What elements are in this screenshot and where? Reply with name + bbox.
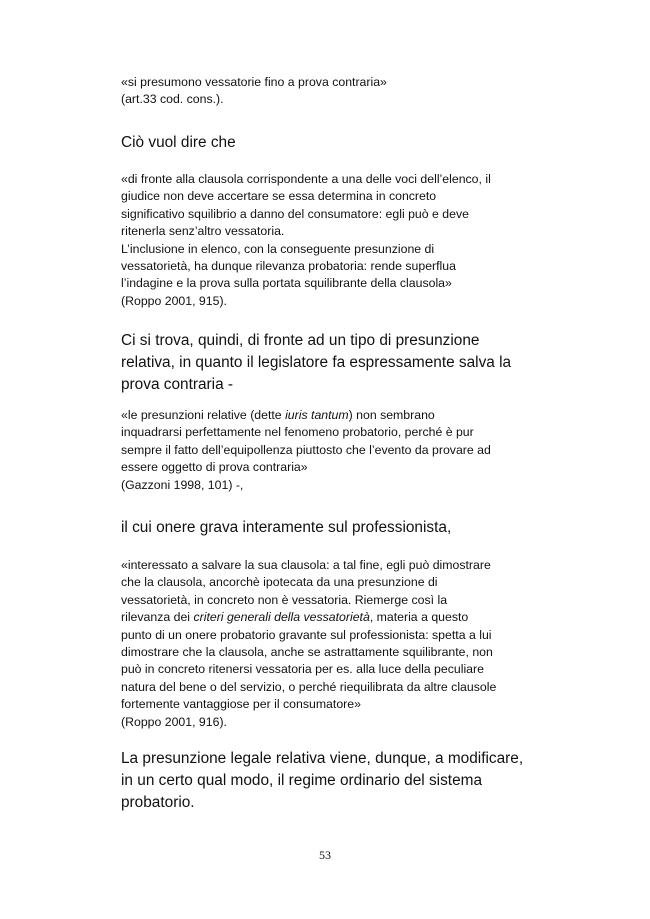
text-line: vessatorietà, ha dunque rilevanza probatoria: rende superflua: [121, 259, 456, 274]
quote-art33: [121, 74, 527, 109]
text-line: in un certo qual modo, il regime ordinario del sistema: [121, 772, 483, 789]
text-line: Ciò vuol dire che: [121, 134, 236, 151]
text-line: natura del bene o del servizio, o perché riequilibrata da altre clausole: [121, 679, 497, 694]
text-line: fortemente vantaggiose per il consumatore»: [121, 697, 361, 712]
text-line: «si presumono vessatorie fino a prova contraria»: [121, 75, 387, 89]
text-line: può in concreto ritenersi vessatoria per es. alla luce della peculiare: [121, 662, 484, 677]
text-line: «di fronte alla clausola corrispondente a una delle voci dell’elenco, il: [121, 172, 491, 186]
text-line: probatorio.: [121, 794, 195, 811]
italic-term: iuris tantum: [285, 408, 349, 422]
text-line: dimostrare che la clausola, anche se astrattamente squilibrante, non: [121, 645, 493, 660]
quote-roppo-915: [121, 171, 527, 310]
body-paragraph-4: [121, 748, 527, 814]
text-line: il cui onere grava interamente sul professionista,: [121, 519, 452, 536]
citation: (Gazzoni 1998, 101) -,: [121, 477, 244, 492]
text-line: sempre il fatto dell’equipollenza piuttosto che l’evento da provare ad: [121, 442, 491, 457]
page-number: 53: [319, 848, 331, 862]
text-line: inquadrarsi perfettamente nel fenomeno probatorio, perché è pur: [121, 425, 474, 440]
text-line: vessatorietà, in concreto non è vessatoria. Riemerge così la: [121, 592, 448, 607]
text-line: l’indagine e la prova sulla portata squilibrante della clausola»: [121, 276, 452, 291]
quote-roppo-916: [121, 557, 527, 731]
text-line: Ci si trova, quindi, di fronte ad un tipo di presunzione: [121, 332, 480, 349]
text-line: «interessato a salvare la sua clausola: a tal fine, egli può dimostrare: [121, 558, 491, 572]
italic-term: criteri generali della vessatorietà: [193, 610, 370, 625]
text-line: giudice non deve accertare se essa determina in concreto: [121, 189, 437, 204]
citation: (Roppo 2001, 915).: [121, 293, 227, 308]
text-line: relativa, in quanto il legislatore fa espressamente salva la: [121, 354, 512, 371]
citation: (art.33 cod. cons.).: [121, 92, 224, 107]
text-line: che la clausola, ancorchè ipotecata da una presunzione di: [121, 575, 438, 590]
citation: (Roppo 2001, 916).: [121, 714, 227, 729]
text-line: prova contraria -: [121, 376, 234, 393]
quote-gazzoni: [121, 407, 527, 494]
text-line: «le presunzioni relative (dette iuris tantum) non sembrano: [121, 408, 435, 422]
body-paragraph-2: [121, 330, 527, 396]
text-line: punto di un onere probatorio gravante sul professionista: spetta a lui: [121, 627, 492, 642]
body-paragraph-3: [121, 517, 527, 539]
text-line: ritenerla senz’altro vessatoria.: [121, 224, 285, 239]
body-paragraph-1: [121, 132, 527, 154]
text-line: La presunzione legale relativa viene, dunque, a modificare,: [121, 750, 524, 767]
text-line: L’inclusione in elenco, con la conseguente presunzione di: [121, 241, 435, 256]
text-line: essere oggetto di prova contraria»: [121, 460, 308, 475]
text-line: significativo squilibrio a danno del consumatore: egli può e deve: [121, 206, 469, 221]
text-line: rilevanza dei criteri generali della vessatorietà, materia a questo: [121, 610, 469, 625]
